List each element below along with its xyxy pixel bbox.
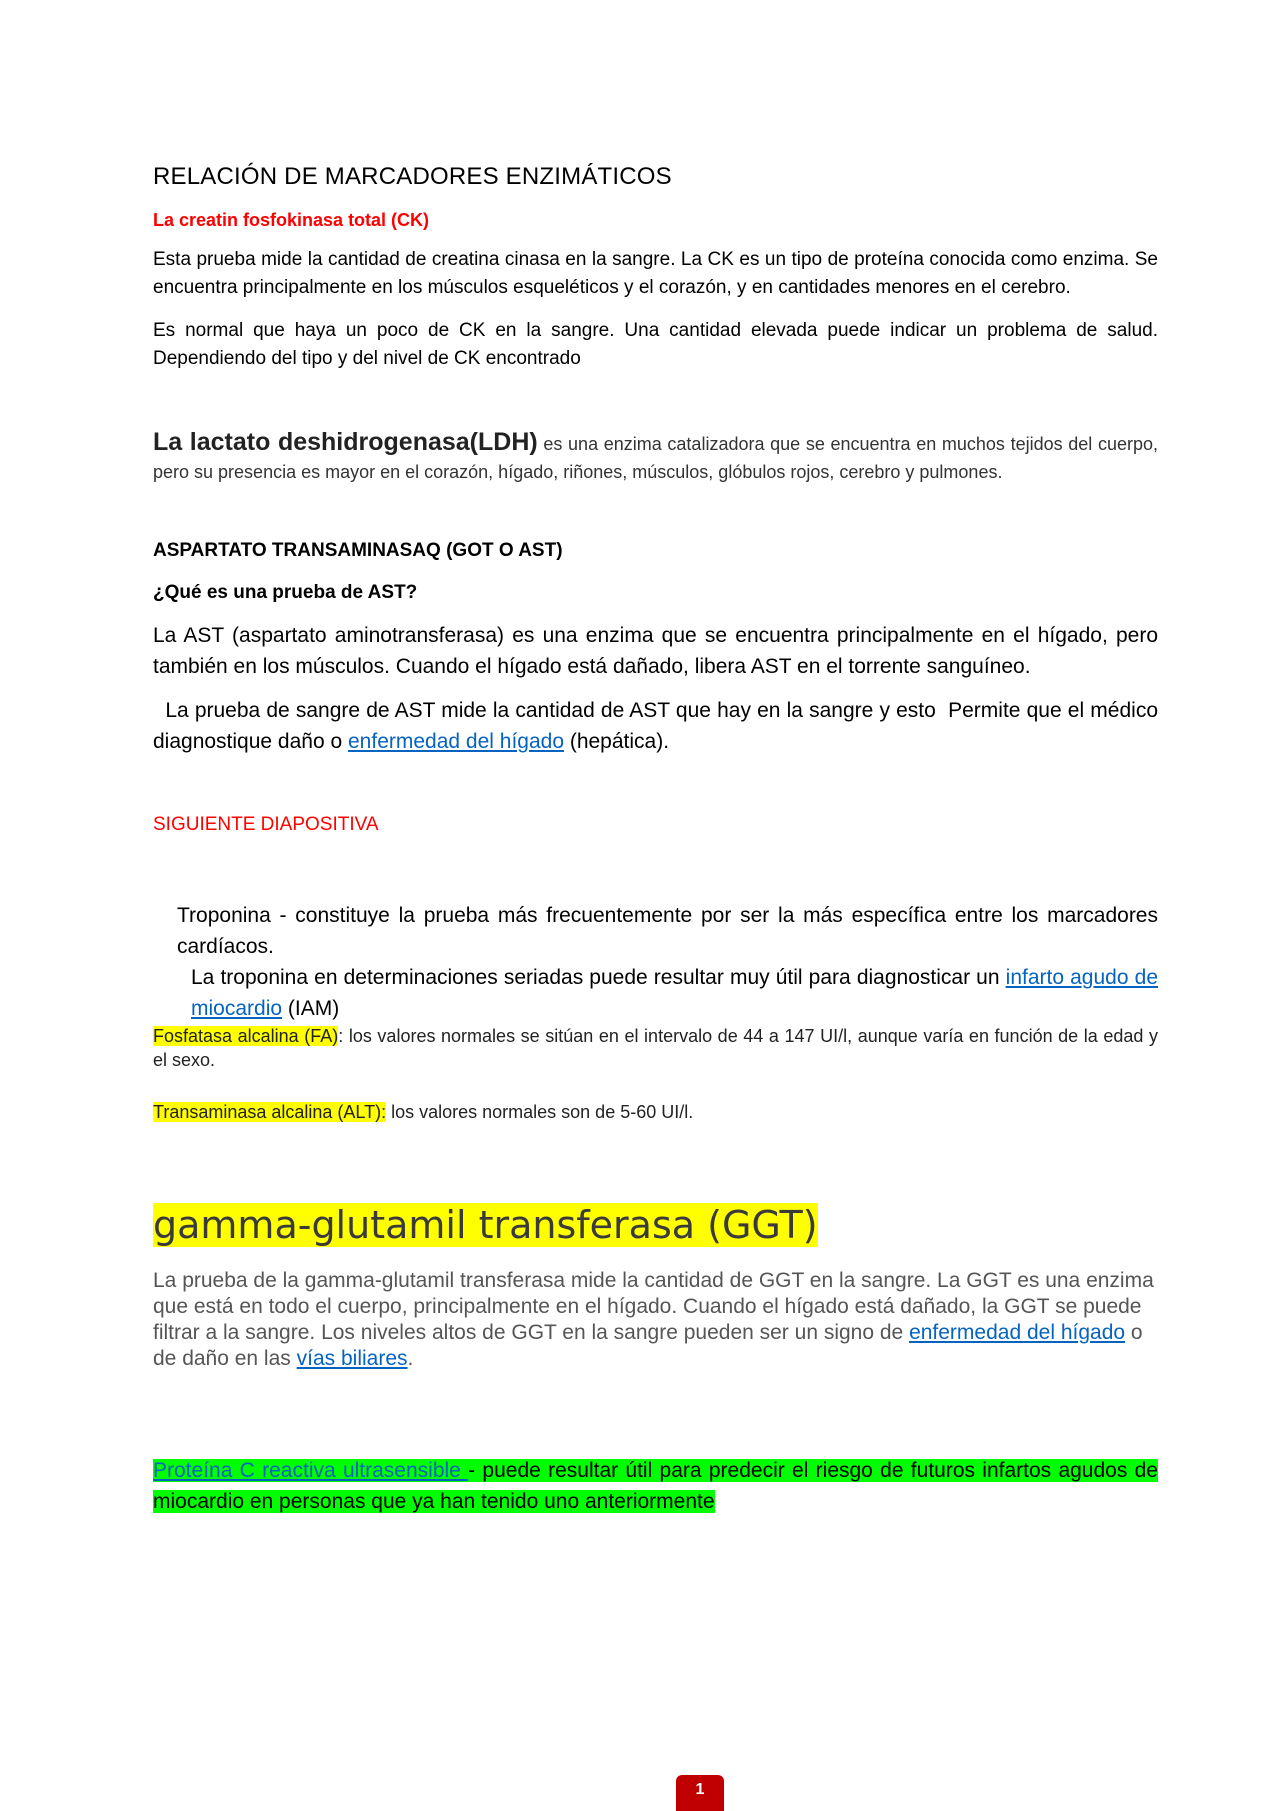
alt-text: los valores normales son de 5-60 UI/l. [386, 1102, 694, 1122]
ck-paragraph-2: Es normal que haya un poco de CK en la sangre. Una cantidad elevada puede indicar un problema de salud. Dependiendo del tipo y del nivel de CK encontrado [153, 320, 1158, 369]
ggt-text-3: . [407, 1347, 414, 1370]
ast-heading: ASPARTATO TRANSAMINASAQ (GOT O AST) [153, 540, 563, 561]
infarto-link[interactable]: infarto agudo de miocardio [191, 966, 1158, 1020]
ast-p2-suffix: (hepática). [564, 730, 670, 753]
alt-paragraph [153, 1100, 1158, 1124]
ast-paragraph-1: La AST (aspartato aminotransferasa) es una enzima que se encuentra principalmente en el hígado, pero también en los músculos. Cuando el hígado está dañado, libera AST en el torrente sanguíneo. [153, 624, 1158, 678]
ast-p2-text: La prueba de sangre de AST mide la cantidad de AST que hay en la sangre y esto Permite que el médico diagnostique daño o [153, 699, 1164, 753]
troponina-suffix: (IAM) [282, 997, 340, 1020]
fa-paragraph [153, 1024, 1158, 1072]
ldh-text: es una enzima catalizadora que se encuentra en muchos tejidos del cuerpo, pero su presencia es mayor en el corazón, hígado, riñones, músculos, glóbulos rojos, cerebro y pulmones. [153, 434, 1158, 482]
ast-paragraph-2 [153, 695, 1164, 757]
page-number-badge: 1 [676, 1775, 724, 1811]
next-slide-label: SIGUIENTE DIAPOSITIVA [153, 814, 379, 835]
proteina-text: - puede resultar útil para predecir el riesgo de futuros infartos agudos de miocardio en personas que ya han tenido uno anteriormente [153, 1459, 1158, 1513]
fa-text: : los valores normales se sitúan en el intervalo de 44 a 147 UI/l, aunque varía en función de la edad y el sexo. [153, 1026, 1158, 1070]
troponina-line-1: Troponina - constituye la prueba más frecuentemente por ser la más específica entre los marcadores cardíacos. [177, 904, 1158, 958]
troponina-text: La troponina en determinaciones seriadas puede resultar muy útil para diagnosticar un [191, 966, 1006, 989]
proteina-link[interactable]: Proteína C reactiva ultrasensible [153, 1459, 469, 1482]
ggt-liver-disease-link[interactable]: enfermedad del hígado [909, 1321, 1126, 1344]
ldh-paragraph [153, 428, 1158, 486]
ldh-term: La lactato deshidrogenasa(LDH) [153, 428, 538, 456]
ggt-text-2: o de daño en las [153, 1321, 1143, 1370]
fa-term: Fosfatasa alcalina (FA) [153, 1026, 339, 1046]
ggt-heading [153, 1203, 1158, 1247]
troponina-line-2 [177, 962, 1158, 1024]
ggt-text-1: La prueba de la gamma-glutamil transferasa mide la cantidad de GGT en la sangre. La GGT es una enzima que está en todo el cuerpo, principalmente en el hígado. Cuando el hígado está dañado, la GGT se puede filtrar a la sangre. Los niveles altos de GGT en la sangre pueden ser un signo de [153, 1269, 1154, 1344]
troponina-item [177, 900, 1158, 1024]
proteina-paragraph [153, 1455, 1158, 1517]
ck-paragraph-1: Esta prueba mide la cantidad de creatina cinasa en la sangre. La CK es un tipo de proteína conocida como enzima. Se encuentra principalmente en los músculos esqueléticos y el corazón, y en cantidades menores en el cerebro. [153, 249, 1158, 298]
liver-disease-link[interactable]: enfermedad del hígado [348, 730, 564, 753]
alt-term: Transaminasa alcalina (ALT): [153, 1102, 387, 1122]
document-title: RELACIÓN DE MARCADORES ENZIMÁTICOS [153, 163, 672, 190]
ggt-heading-text: gamma-glutamil transferasa (GGT) [153, 1203, 818, 1247]
biliary-link[interactable]: vías biliares [296, 1347, 408, 1370]
ck-heading: La creatin fosfokinasa total (CK) [153, 210, 430, 230]
ast-question: ¿Qué es una prueba de AST? [153, 582, 418, 603]
ggt-paragraph [153, 1268, 1158, 1372]
